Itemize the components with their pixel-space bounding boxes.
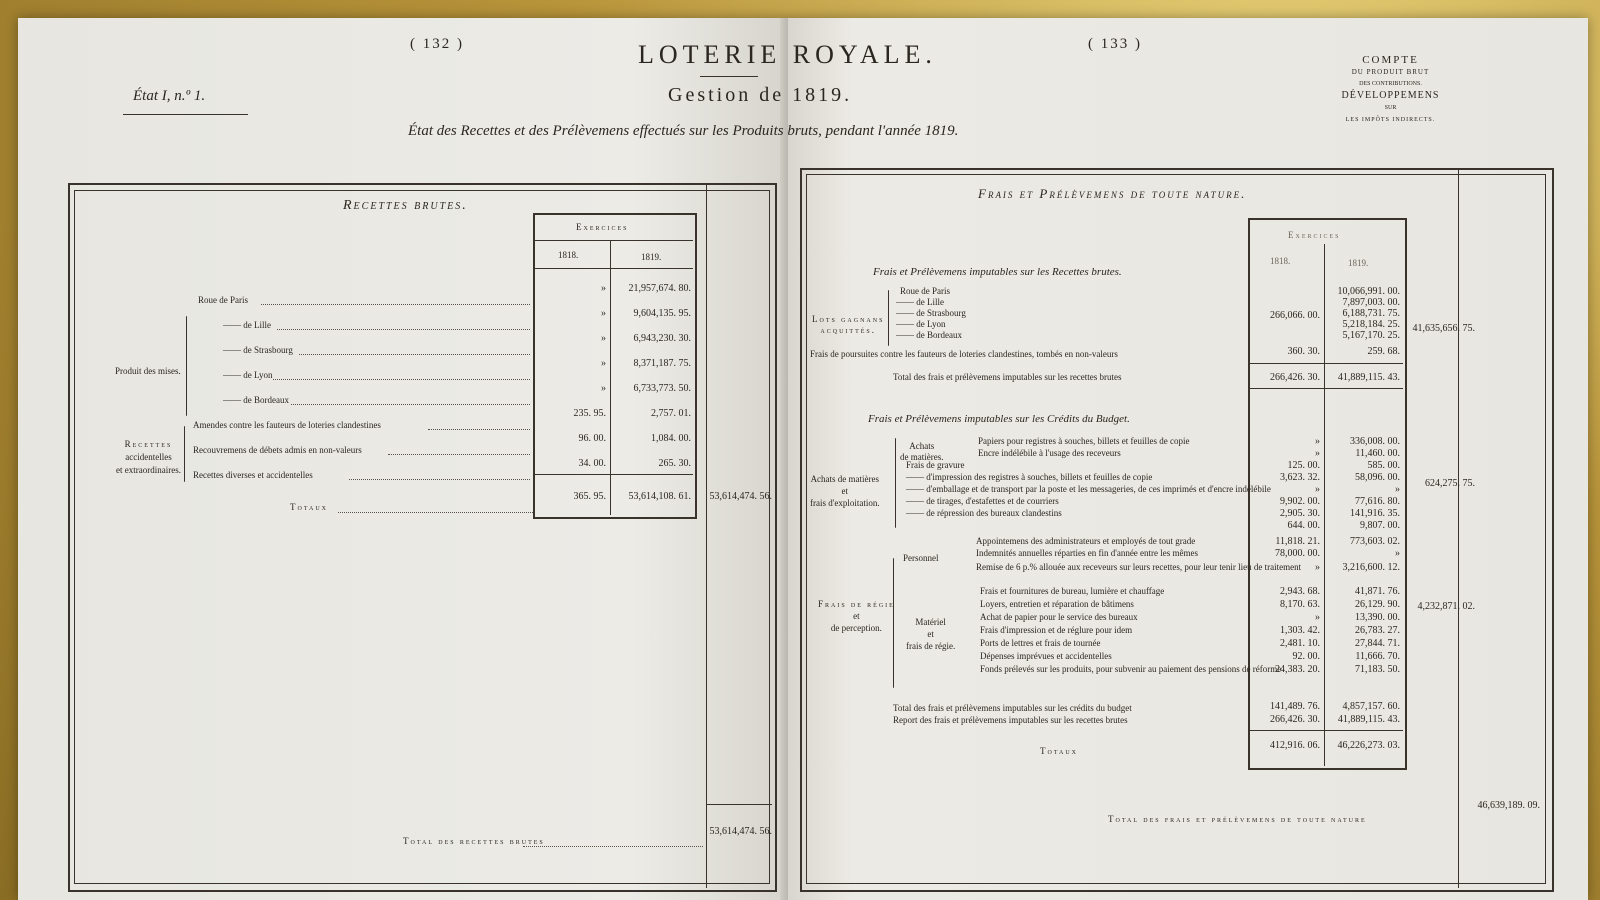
left-row-1818: 96. 00. xyxy=(578,433,606,444)
totaux-dots xyxy=(338,512,533,513)
right-col-divider xyxy=(1324,244,1325,766)
recettes-brutes-title: Recettes brutes. xyxy=(343,198,468,213)
materiel-row-label: Achat de papier pour le service des bureaux xyxy=(980,612,1138,622)
left-row-dots xyxy=(277,329,530,330)
lots-1818: 266,066. 00. xyxy=(1270,310,1320,321)
left-sum-column xyxy=(706,183,707,888)
materiel-row-label: Fonds prélevés sur les produits, pour subvenir au paiement des pensions de réforme xyxy=(980,664,1282,674)
poursuites-1818: 360. 30. xyxy=(1287,346,1320,357)
achats-group-label xyxy=(810,473,880,509)
group-recettes-line1: Recettes xyxy=(124,439,173,449)
left-row-label: —— de Strasbourg xyxy=(223,345,293,355)
lots-row-label: —— de Lille xyxy=(896,297,944,307)
brace-achats xyxy=(895,438,896,528)
total-recettes-value: 53,614,474. 56. xyxy=(709,826,772,837)
achats-row-1819: 336,008. 00. xyxy=(1350,436,1400,447)
personnel-row-1818: » xyxy=(1315,562,1320,573)
materiel-line2: et xyxy=(927,629,934,639)
exercices-label: Exercices xyxy=(576,222,629,232)
total1-1819: 41,889,115. 43. xyxy=(1337,372,1400,383)
left-row-dots xyxy=(349,479,530,480)
report-1819: 41,889,115. 43. xyxy=(1337,714,1400,725)
total-rule xyxy=(535,474,693,475)
materiel-line1: Matériel xyxy=(915,617,946,627)
achats-row-1818: 9,902. 00. xyxy=(1280,496,1320,507)
corner-line6: LES IMPÔTS INDIRECTS. xyxy=(1345,117,1436,123)
lots-row-1819: 5,167,170. 25. xyxy=(1342,330,1400,341)
materiel-row-1818: 2,481. 10. xyxy=(1280,638,1320,649)
lots-row-label: —— de Lyon xyxy=(896,319,946,329)
right-col-1818: 1818. xyxy=(1270,256,1291,266)
materiel-row-label: Frais et fournitures de bureau, lumière et chauffage xyxy=(980,586,1165,596)
left-row-dots xyxy=(261,304,530,305)
personnel-row-label: Remise de 6 p.% allouée aux receveurs sur leurs recettes, pour leur tenir lieu de traitement xyxy=(976,562,1302,572)
report-1818: 266,426. 30. xyxy=(1270,714,1320,725)
achats-row-1819: 9,807. 00. xyxy=(1360,520,1400,531)
corner-line5: SUR xyxy=(1384,105,1397,111)
left-row-1818: 34. 00. xyxy=(578,458,606,469)
total2-1818: 141,489. 76. xyxy=(1270,701,1320,712)
achats-row-1818: 125. 00. xyxy=(1287,460,1320,471)
right-sum-column xyxy=(1458,168,1459,888)
corner-line2: DU PRODUIT BRUT xyxy=(1351,68,1430,76)
total-recettes-dots xyxy=(523,846,703,847)
achats-row-1818: 3,623. 32. xyxy=(1280,472,1320,483)
regie-sum: 4,232,871. 02. xyxy=(1417,601,1475,612)
poursuites-1819: 259. 68. xyxy=(1367,346,1400,357)
grand-total-label: Total des frais et prélèvemens de toute nature xyxy=(1108,814,1367,824)
sub2-title: Frais et Prélèvemens imputables sur les Crédits du Budget. xyxy=(868,413,1130,425)
materiel-row-1819: 71,183. 50. xyxy=(1355,664,1400,675)
right-totaux-label: Totaux xyxy=(1040,746,1079,756)
brace-lots xyxy=(888,290,889,346)
achats-sub-line2: de matières. xyxy=(900,452,944,462)
left-row-dots xyxy=(291,404,530,405)
total-recettes-label: Total des recettes brutes xyxy=(403,836,545,846)
left-row-label: Recettes diverses et accidentelles xyxy=(193,470,313,480)
left-row-1819: 6,733,773. 50. xyxy=(633,383,691,394)
left-row-label: —— de Bordeaux xyxy=(223,395,289,405)
personnel-row-1818: 78,000. 00. xyxy=(1275,548,1320,559)
grand-total-value: 46,639,189. 09. xyxy=(1477,800,1540,811)
personnel-row-1819: 773,603. 02. xyxy=(1350,536,1400,547)
right-exercices-label: Exercices xyxy=(1288,230,1341,240)
right-page xyxy=(788,18,1588,900)
lots-label-line1: Lots gagnans xyxy=(812,314,885,324)
page-number-left: ( 132 ) xyxy=(410,36,464,52)
left-row-label: Amendes contre les fauteurs de loteries clandestines xyxy=(193,420,381,430)
lots-row-label: —— de Bordeaux xyxy=(896,330,962,340)
report-label: Report des frais et prélèvemens imputables sur les recettes brutes xyxy=(893,715,1128,725)
etat-label: État I, n.º 1. xyxy=(133,88,206,104)
left-row-1818: » xyxy=(601,358,606,369)
personnel-row-label: Indemnités annuelles réparties en fin d'année entre les mêmes xyxy=(976,548,1199,558)
totaux-sum: 53,614,474. 56. xyxy=(709,491,772,502)
materiel-line3: frais de régie. xyxy=(906,641,956,651)
achats-row-label: Papiers pour registres à souches, billets et feuilles de copie xyxy=(978,436,1190,446)
left-row-1819: 9,604,135. 95. xyxy=(633,308,691,319)
achats-row-1819: 585. 00. xyxy=(1367,460,1400,471)
achats-row-label: —— de répression des bureaux clandestins xyxy=(906,508,1062,518)
materiel-row-1818: 8,170. 63. xyxy=(1280,599,1320,610)
title-rule xyxy=(700,76,758,77)
materiel-row-1819: 26,783. 27. xyxy=(1355,625,1400,636)
header-rule xyxy=(535,268,693,269)
regie-group-line2: et xyxy=(853,611,860,621)
achats-group-line3: frais d'exploitation. xyxy=(810,498,880,508)
group-recettes-line2: accidentelles xyxy=(125,452,172,462)
group-recettes-label xyxy=(116,438,181,477)
poursuites-label: Frais de poursuites contre les fauteurs de loteries clandestines, tombés en non-valeurs xyxy=(810,349,1118,359)
lots-row-1819: 7,897,003. 00. xyxy=(1342,297,1400,308)
total1-1818: 266,426. 30. xyxy=(1270,372,1320,383)
materiel-row-1818: 24,383. 20. xyxy=(1275,664,1320,675)
materiel-row-1819: 13,390. 00. xyxy=(1355,612,1400,623)
sub1-title: Frais et Prélèvemens imputables sur les Recettes brutes. xyxy=(873,266,1122,278)
achats-row-1818: 2,905. 30. xyxy=(1280,508,1320,519)
achats-row-label: —— d'impression des registres à souches, billets et feuilles de copie xyxy=(906,472,1153,482)
materiel-row-1818: » xyxy=(1315,612,1320,623)
personnel-row-label: Appointemens des administrateurs et employés de tout grade xyxy=(976,536,1196,546)
lots-row-1819: 5,218,184. 25. xyxy=(1342,319,1400,330)
totaux-label: Totaux xyxy=(290,502,329,512)
lots-label xyxy=(812,314,884,336)
brace-produit xyxy=(186,316,187,416)
regie-group-line1: Frais de régie xyxy=(818,599,895,609)
corner-line4: DÉVELOPPEMENS xyxy=(1341,90,1440,101)
left-row-dots xyxy=(428,429,530,430)
left-row-label: Roue de Paris xyxy=(198,295,248,305)
total2-1819: 4,857,157. 60. xyxy=(1342,701,1400,712)
personnel-label: Personnel xyxy=(903,553,939,563)
lots-row-1819: 6,188,731. 75. xyxy=(1342,308,1400,319)
materiel-row-1819: 11,666. 70. xyxy=(1355,651,1400,662)
totaux-rule-right xyxy=(1248,730,1403,731)
left-row-1818: » xyxy=(601,333,606,344)
left-row-1819: 1,084. 00. xyxy=(651,433,691,444)
personnel-row-1818: 11,818. 21. xyxy=(1275,536,1320,547)
page-number-right: ( 133 ) xyxy=(1088,36,1142,52)
gestion-title: Gestion de 1819. xyxy=(668,84,853,106)
achats-sum: 624,275. 75. xyxy=(1425,478,1475,489)
lots-row-label: —— de Strasbourg xyxy=(896,308,966,318)
left-row-1818: » xyxy=(601,283,606,294)
col-1818-header: 1818. xyxy=(558,250,579,260)
regie-group-label xyxy=(818,598,895,634)
left-row-1819: 8,371,187. 75. xyxy=(633,358,691,369)
corner-heading xyxy=(1308,54,1473,126)
achats-row-1819: 58,096. 00. xyxy=(1355,472,1400,483)
achats-row-1818: » xyxy=(1315,436,1320,447)
materiel-row-1818: 1,303. 42. xyxy=(1280,625,1320,636)
total1-rule xyxy=(1248,363,1403,364)
lots-row-label: Roue de Paris xyxy=(900,286,950,296)
left-row-1819: 21,957,674. 80. xyxy=(628,283,691,294)
achats-row-1819: 11,460. 00. xyxy=(1355,448,1400,459)
left-row-1819: 2,757. 01. xyxy=(651,408,691,419)
left-row-1819: 265. 30. xyxy=(658,458,691,469)
corner-line1: COMPTE xyxy=(1362,54,1419,66)
materiel-label xyxy=(906,616,955,652)
totaux-1819: 53,614,108. 61. xyxy=(628,491,691,502)
corner-line3: DES CONTRIBUTIONS. xyxy=(1359,81,1422,87)
left-page xyxy=(18,18,788,900)
total2-label: Total des frais et prélèvemens imputables sur les crédits du budget xyxy=(893,703,1132,713)
left-row-1818: 235. 95. xyxy=(573,408,606,419)
achats-row-label: —— d'emballage et de transport par la poste et les messageries, de ces imprimés et d'encre indélébile xyxy=(906,484,1271,494)
frais-title: Frais et Prélèvemens de toute nature. xyxy=(978,186,1247,201)
materiel-row-1818: 2,943. 68. xyxy=(1280,586,1320,597)
achats-row-label: Encre indélébile à l'usage des receveurs xyxy=(978,448,1121,458)
achats-group-line2: et xyxy=(841,486,849,496)
achats-row-label: Frais de gravure xyxy=(906,460,965,470)
left-row-label: —— de Lille xyxy=(223,320,271,330)
achats-row-1819: 141,916. 35. xyxy=(1350,508,1400,519)
materiel-row-label: Frais d'impression et de réglure pour idem xyxy=(980,625,1133,635)
left-row-1818: » xyxy=(601,383,606,394)
personnel-row-1819: 3,216,600. 12. xyxy=(1342,562,1400,573)
exercices-divider xyxy=(535,240,693,241)
left-row-dots xyxy=(273,379,530,380)
achats-row-1818: » xyxy=(1315,448,1320,459)
right-table-inner-frame xyxy=(806,174,1546,884)
achats-row-label: —— de tirages, d'estafettes et de courriers xyxy=(906,496,1059,506)
right-totaux-1818: 412,916. 06. xyxy=(1270,740,1320,751)
right-col-1819: 1819. xyxy=(1348,258,1369,268)
total1-rule-bottom xyxy=(1248,388,1403,389)
materiel-row-1819: 41,871. 76. xyxy=(1355,586,1400,597)
left-row-label: Recouvremens de débets admis en non-valeurs xyxy=(193,445,362,455)
lots-row-1819: 10,066,991. 00. xyxy=(1337,286,1400,297)
sum-rule xyxy=(706,804,772,805)
group-recettes-line3: et extraordinaires. xyxy=(116,465,181,475)
materiel-row-label: Loyers, entretien et réparation de bâtimens xyxy=(980,599,1134,609)
open-ledger-book xyxy=(18,18,1588,900)
achats-row-1818: 644. 00. xyxy=(1287,520,1320,531)
brace-regie xyxy=(893,558,894,688)
personnel-row-1819: » xyxy=(1395,548,1400,559)
achats-group-line1: Achats de matières xyxy=(810,474,880,484)
materiel-row-label: Ports de lettres et frais de tournée xyxy=(980,638,1101,648)
materiel-row-1819: 26,129. 90. xyxy=(1355,599,1400,610)
materiel-row-1818: 92. 00. xyxy=(1292,651,1320,662)
col-1819-header: 1819. xyxy=(641,252,662,262)
materiel-row-1819: 27,844. 71. xyxy=(1355,638,1400,649)
achats-row-1818: » xyxy=(1315,484,1320,495)
group-produit-label: Produit des mises. xyxy=(115,366,181,376)
brace-recettes xyxy=(184,426,185,482)
subtitle: État des Recettes et des Prélèvemens effectués sur les Produits bruts, pendant l'année 1819. xyxy=(408,123,959,139)
lots-label-line2: acquittés. xyxy=(820,325,876,335)
left-row-dots xyxy=(299,354,530,355)
achats-row-1819: » xyxy=(1395,484,1400,495)
right-totaux-1819: 46,226,273. 03. xyxy=(1337,740,1400,751)
left-row-1819: 6,943,230. 30. xyxy=(633,333,691,344)
etat-underline xyxy=(123,114,248,115)
regie-group-line3: de perception. xyxy=(830,623,882,633)
total1-label: Total des frais et prélèvemens imputables sur les recettes brutes xyxy=(893,372,1122,382)
left-row-dots xyxy=(388,454,530,455)
lots-sum: 41,635,656. 75. xyxy=(1412,323,1475,334)
achats-sub-line1: Achats xyxy=(909,441,935,451)
main-title: LOTERIE ROYALE. xyxy=(638,40,937,69)
achats-row-1819: 77,616. 80. xyxy=(1355,496,1400,507)
left-row-label: —— de Lyon xyxy=(223,370,273,380)
left-row-1818: » xyxy=(601,308,606,319)
materiel-row-label: Dépenses imprévues et accidentelles xyxy=(980,651,1112,661)
totaux-1818: 365. 95. xyxy=(573,491,606,502)
